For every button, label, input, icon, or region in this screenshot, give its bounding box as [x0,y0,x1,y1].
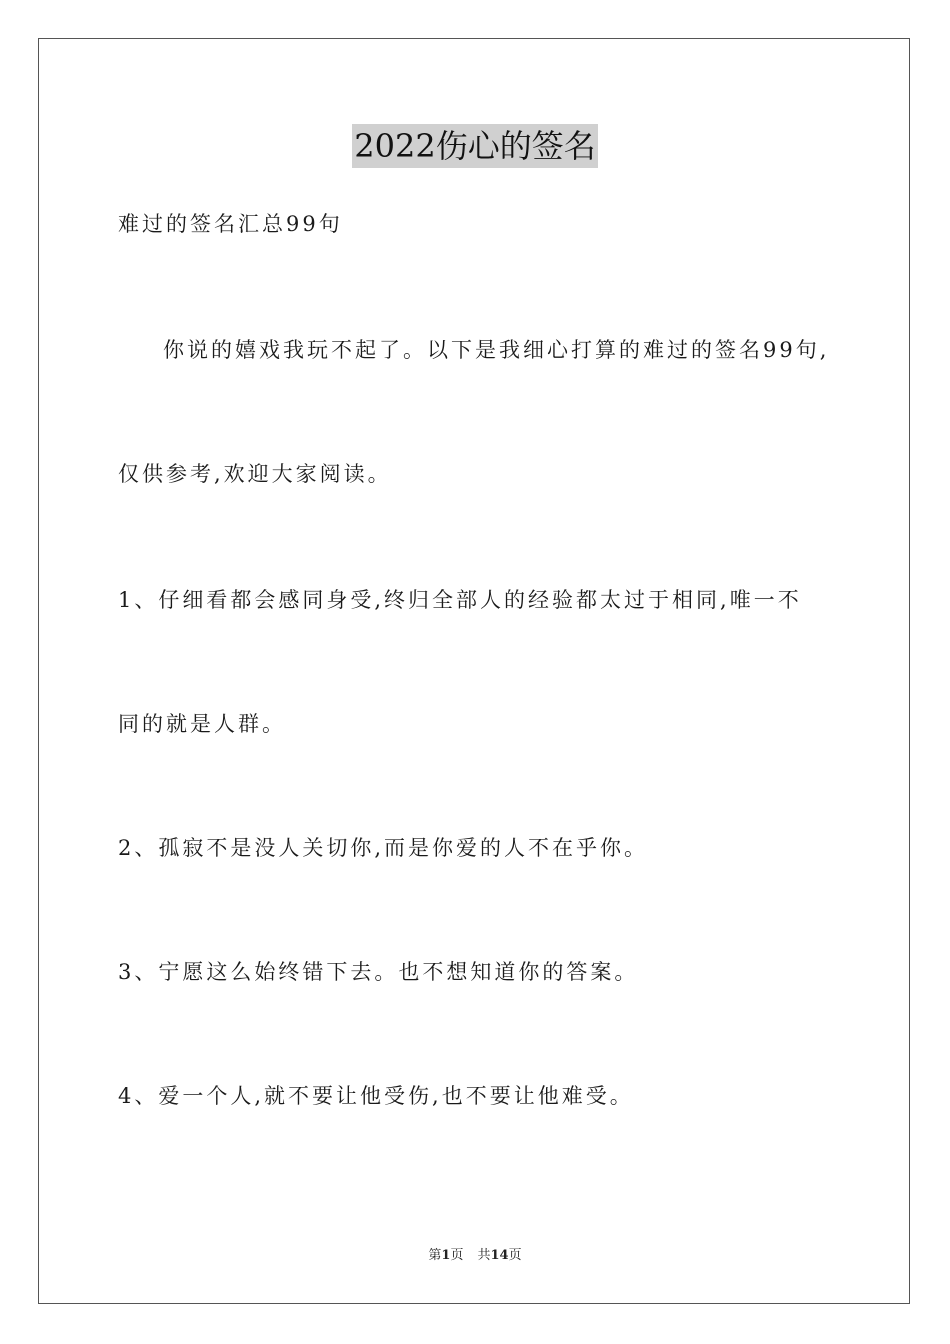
list-item-2: 2、孤寂不是没人关切你,而是你爱的人不在乎你。 [118,836,649,860]
page-footer [0,1246,950,1266]
footer-page-total: 14 [490,1248,509,1263]
footer-total-prefix: 共 [477,1248,491,1263]
subtitle: 难过的签名汇总99句 [118,212,343,236]
document-title: 2022伤心的签名 [352,124,597,168]
footer-page-prefix: 第 [428,1248,442,1263]
intro-line-1: 你说的嬉戏我玩不起了。以下是我细心打算的难过的签名99句, [163,338,830,362]
title-container [0,124,950,168]
intro-line-2: 仅供参考,欢迎大家阅读。 [118,462,392,486]
list-item-4: 4、爱一个人,就不要让他受伤,也不要让他难受。 [118,1084,634,1108]
footer-page-suffix: 页 [450,1248,464,1263]
footer-page-current: 1 [441,1248,451,1263]
list-item-1-line-2: 同的就是人群。 [118,712,286,736]
list-item-1-line-1: 1、仔细看都会感同身受,终归全部人的经验都太过于相同,唯一不 [118,588,802,612]
list-item-3: 3、宁愿这么始终错下去。也不想知道你的答案。 [118,960,639,984]
footer-total-suffix: 页 [508,1248,522,1263]
